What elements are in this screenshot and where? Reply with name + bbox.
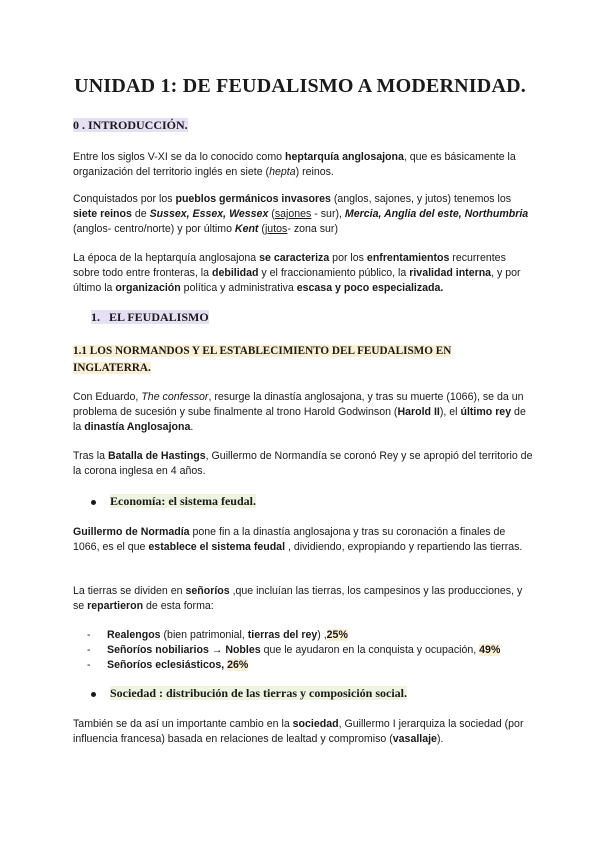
bold-text: repartieron bbox=[87, 600, 144, 613]
bold-text: escasa y poco especializada. bbox=[296, 282, 444, 295]
text: ,que incluían las tierras, los campesinos y las producciones, y se bbox=[73, 585, 523, 613]
paragraph-guillermo bbox=[73, 525, 533, 555]
heading-text: 1. EL FEUDALISMO bbox=[91, 310, 209, 324]
list-item bbox=[89, 628, 539, 643]
bold-italic-text: Mercia, Anglia del este, Northumbria bbox=[344, 208, 529, 221]
bold-text: organización bbox=[115, 282, 181, 295]
bold-text: dinastía Anglosajona bbox=[84, 421, 191, 434]
bold-text: se caracteriza bbox=[259, 252, 330, 264]
text: - sur), bbox=[311, 208, 345, 221]
text: ), el bbox=[439, 406, 461, 419]
bold-text: rivalidad interna bbox=[409, 267, 492, 280]
text: , Guillermo I jerarquiza la sociedad (por influencia francesa) basada en relaciones de lealtad y compromiso ( bbox=[73, 718, 524, 746]
text: Tras la bbox=[73, 450, 108, 462]
text: pone fin a la dinastía anglosajona y tras su coronación a finales de 1066, es el que bbox=[73, 526, 506, 554]
paragraph-heptarquia bbox=[73, 150, 533, 180]
text: ( bbox=[268, 208, 275, 221]
bullet-sociedad bbox=[91, 686, 407, 701]
text: ). bbox=[436, 733, 444, 746]
bold-text: siete reinos bbox=[73, 208, 132, 221]
underlined-text: sajones bbox=[274, 208, 312, 221]
text: , y por último la bbox=[73, 267, 521, 295]
list-item bbox=[89, 643, 539, 658]
section-heading-introduccion bbox=[73, 118, 188, 133]
text: (anglos, sajones, y jutos) tenemos los bbox=[330, 193, 512, 205]
bullet-label: Sociedad : distribución de las tierras y composición social. bbox=[110, 686, 407, 700]
bold-italic-text: Sussex, Essex, Wessex bbox=[149, 208, 269, 221]
paragraph-eduardo bbox=[73, 390, 533, 436]
bold-text: enfrentamientos bbox=[366, 252, 450, 264]
text: de bbox=[131, 208, 150, 221]
text: de la bbox=[73, 406, 526, 434]
text: de esta forma: bbox=[143, 600, 214, 613]
page-title: UNIDAD 1: DE FEUDALISMO A MODERNIDAD. bbox=[74, 75, 526, 97]
text: ) , bbox=[317, 629, 327, 641]
text: , que es básicamente la organización del territorio inglés en siete ( bbox=[73, 151, 516, 179]
bold-text: Señoríos eclesiásticos, bbox=[107, 659, 228, 671]
text: La tierras se dividen en bbox=[73, 585, 186, 597]
bold-text: Harold II bbox=[397, 406, 440, 419]
bold-text: sociedad bbox=[292, 718, 339, 730]
percentage: 49% bbox=[479, 644, 501, 656]
underlined-text: jutos bbox=[264, 223, 288, 236]
text: , resurge la dinastía anglosajona, y tras su muerte (1066), se da un problema de sucesión y sube finalmente al trono Harold Godwinson ( bbox=[73, 391, 524, 419]
bullet-label: Economía: el sistema feudal. bbox=[110, 494, 256, 508]
text: y el fraccionamiento público, la bbox=[258, 267, 410, 280]
land-distribution-list bbox=[89, 628, 539, 673]
italic-text: hepta bbox=[269, 166, 296, 179]
text: Con Eduardo, bbox=[73, 391, 142, 403]
subsection-heading-normandos bbox=[73, 343, 473, 377]
text: que le ayudaron en la conquista y ocupación, bbox=[260, 644, 480, 656]
bold-text: Guillermo de Normadía bbox=[73, 526, 190, 538]
text: política y administrativa bbox=[180, 282, 297, 295]
heading-text: 0 . INTRODUCCIÓN. bbox=[73, 118, 188, 132]
bold-text: pueblos germánicos invasores bbox=[175, 193, 331, 205]
paragraph-siete-reinos bbox=[73, 192, 533, 238]
heading-text: 1.1 LOS NORMANDOS Y EL ESTABLECIMIENTO DEL FEUDALISMO EN INGLATERRA. bbox=[73, 345, 452, 374]
text: ) reinos. bbox=[295, 166, 334, 179]
text: ( bbox=[258, 223, 265, 236]
text: recurrentes sobre todo entre fronteras, la bbox=[73, 252, 506, 280]
text: , dividiendo, expropiando y repartiendo las tierras. bbox=[285, 541, 523, 554]
bullet-dot-icon bbox=[91, 500, 96, 505]
bold-text: heptarquía anglosajona bbox=[284, 151, 404, 163]
bold-text: señoríos bbox=[185, 585, 230, 597]
section-heading-feudalismo bbox=[91, 310, 209, 325]
text: Conquistados por los bbox=[73, 193, 176, 205]
bold-text: Señoríos nobiliarios → Nobles bbox=[107, 644, 261, 656]
bullet-economia bbox=[91, 494, 256, 509]
text: La época de la heptarquía anglosajona bbox=[73, 252, 260, 264]
bold-text: último rey bbox=[460, 406, 512, 419]
percentage: 25% bbox=[326, 629, 348, 641]
bold-text: debilidad bbox=[211, 267, 259, 280]
bold-italic-text: Kent bbox=[234, 223, 259, 236]
text: También se da así un importante cambio en la bbox=[73, 718, 293, 730]
text: - zona sur) bbox=[287, 223, 338, 236]
list-item bbox=[89, 658, 539, 673]
bullet-dot-icon bbox=[91, 692, 96, 697]
paragraph-hastings bbox=[73, 449, 533, 479]
paragraph-sociedad bbox=[73, 717, 533, 747]
text: (bien patrimonial, bbox=[160, 629, 248, 641]
bold-text: tierras del rey bbox=[247, 629, 318, 641]
bold-text: vasallaje bbox=[392, 733, 437, 746]
percentage: 26% bbox=[227, 659, 249, 671]
bold-text: establece el sistema feudal bbox=[148, 541, 286, 554]
text: Entre los siglos V-XI se da lo conocido como bbox=[73, 151, 285, 163]
text: por los bbox=[329, 252, 367, 264]
paragraph-epoca bbox=[73, 251, 533, 297]
text: (anglos- centro/norte) y por último bbox=[73, 223, 235, 236]
paragraph-senorios bbox=[73, 584, 533, 614]
italic-text: The confessor bbox=[141, 391, 209, 403]
bold-text: Realengos bbox=[107, 629, 161, 641]
text: , Guillermo de Normandía se coronó Rey y se apropió del territorio de la corona inglesa en 4 años. bbox=[73, 450, 533, 478]
text: . bbox=[190, 421, 194, 434]
bold-text: Batalla de Hastings bbox=[107, 450, 206, 462]
